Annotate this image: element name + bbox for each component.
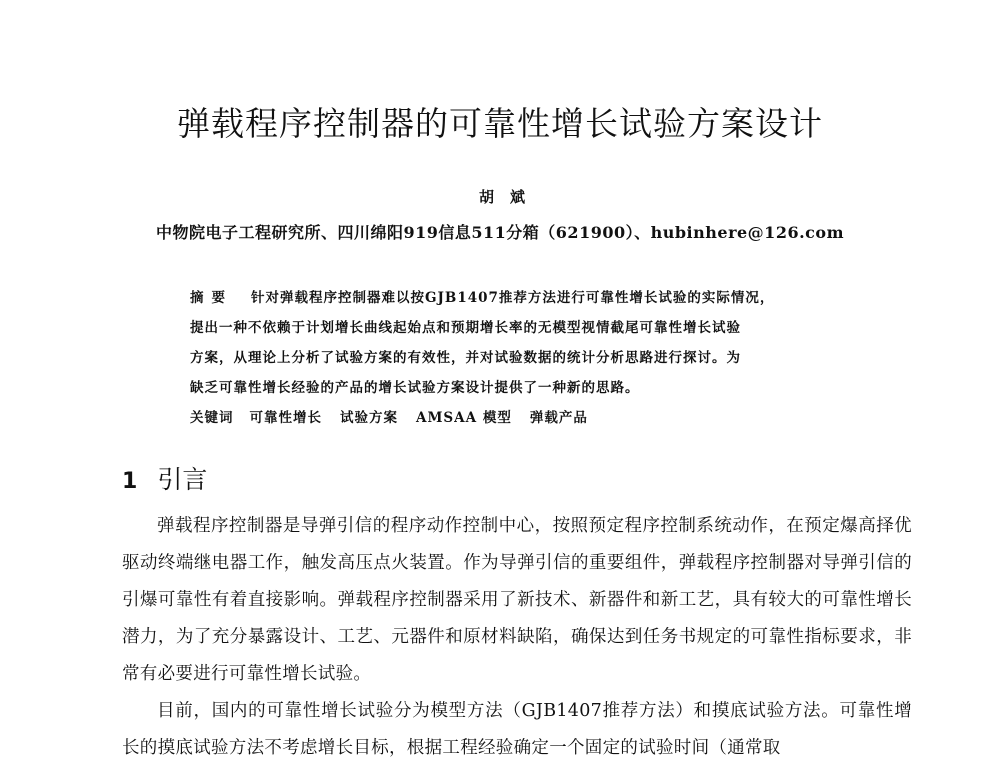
keywords-label: 关键词: [190, 410, 234, 426]
author-name: 胡斌: [478, 188, 541, 206]
body-text: [122, 508, 912, 767]
section-title: 引言: [157, 465, 208, 494]
keyword: 试验方案: [340, 410, 398, 426]
abstract-label: 摘要: [190, 290, 233, 306]
abstract-line: 缺乏可靠性增长经验的产品的增长试验方案设计提供了一种新的思路。: [190, 380, 640, 396]
author-affiliation: 中物院电子工程研究所、四川绵阳919信息511分箱（621900）、hubinhere@126.com: [156, 223, 844, 242]
abstract-line: 方案，从理论上分析了试验方案的有效性，并对试验数据的统计分析思路进行探讨。为: [190, 350, 741, 366]
keyword: AMSAA 模型: [416, 410, 512, 426]
keyword: 弹载产品: [529, 410, 588, 426]
body-paragraph: 目前，国内的可靠性增长试验分为模型方法（GJB1407推荐方法）和摸底试验方法。可靠性增长的摸底试验方法不考虑增长目标，根据工程经验确定一个固定的试验时间（通常取: [122, 701, 912, 758]
abstract-block: [190, 283, 850, 433]
abstract-line: 摘要 针对弹载程序控制器难以按GJB1407推荐方法进行可靠性增长试验的实际情况，: [190, 290, 775, 306]
body-paragraph: 弹载程序控制器是导弹引信的程序动作控制中心，按照预定程序控制系统动作，在预定爆高择优驱动终端继电器工作，触发高压点火装置。作为导弹引信的重要组件，弹载程序控制器对导弹引信的引爆可靠性有着直接影响。弹载程序控制器采用了新技术、新器件和新工艺，具有较大的可靠性增长潜力，为了充分暴露设计、工艺、元器件和原材料缺陷，确保达到任务书规定的可靠性指标要求，非常有必要进行可靠性增长试验。: [122, 516, 912, 684]
paper-title: 弹载程序控制器的可靠性增长试验方案设计: [177, 104, 823, 143]
keyword: 可靠性增长: [249, 410, 322, 426]
keywords-line: [190, 403, 850, 433]
section-number: 1: [122, 469, 138, 494]
abstract-line: 提出一种不依赖于计划增长曲线起始点和预期增长率的无模型视情截尾可靠性增长试验: [190, 320, 741, 336]
section-heading: [122, 460, 207, 496]
